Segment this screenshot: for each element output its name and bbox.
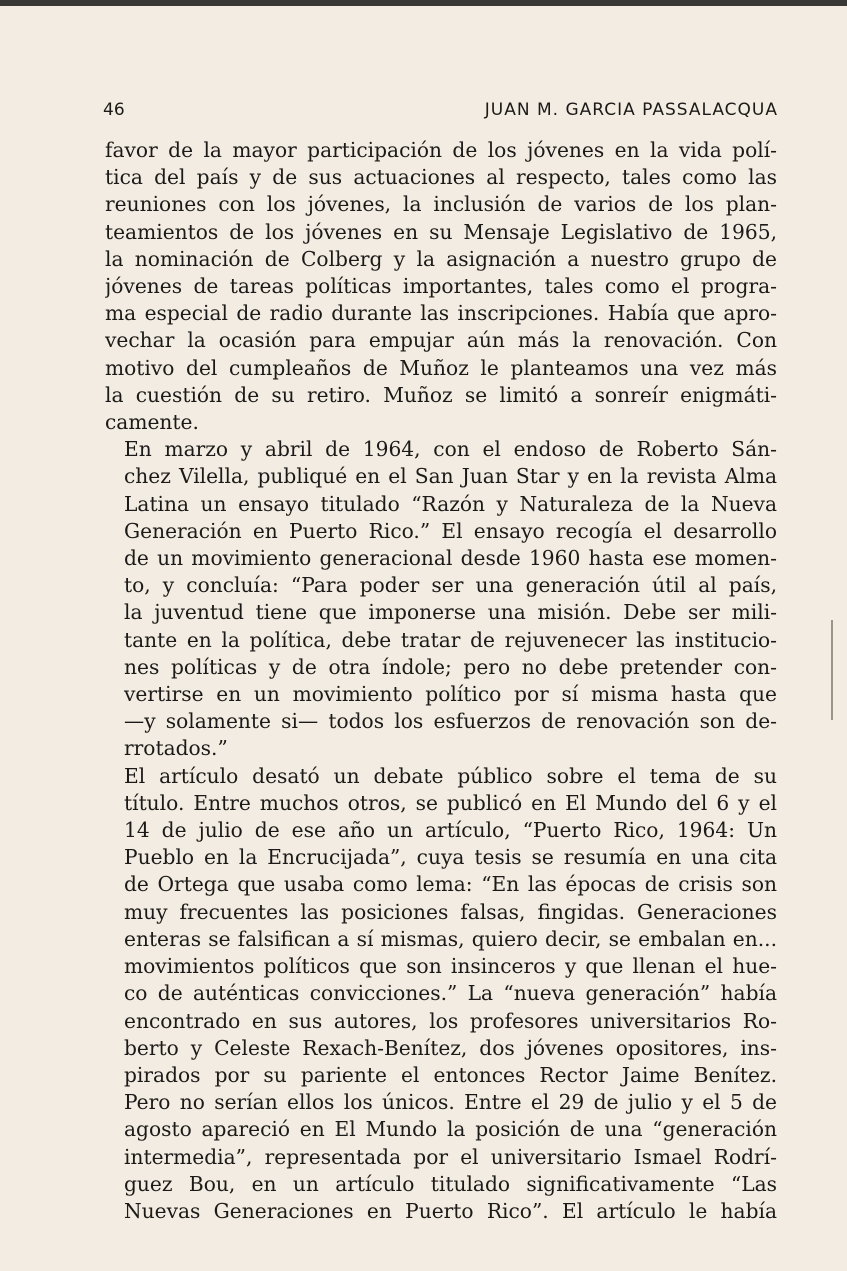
text-line: co de auténticas convicciones.” La “nueva generación” había: [124, 981, 777, 1006]
text-line: pirados por su pariente el entonces Rector Jaime Benítez.: [124, 1062, 777, 1087]
body-text: [105, 137, 777, 1225]
page-top-edge: [0, 0, 847, 6]
text-line: favor de la mayor participación de los jóvenes en la vida polí-: [105, 138, 777, 162]
text-line: la juventud tiene que imponerse una misión. Debe ser mili-: [124, 600, 777, 625]
text-line: de un movimiento generacional desde 1960 hasta ese momen-: [124, 546, 777, 571]
text-line: título. Entre muchos otros, se publicó en El Mundo del 6 y el: [124, 790, 777, 815]
text-line: reuniones con los jóvenes, la inclusión de varios de los plan-: [105, 192, 777, 217]
text-line: tante en la política, debe tratar de rejuvenecer las institucio-: [124, 627, 777, 652]
paragraph-1: [105, 137, 777, 436]
text-line: —y solamente si— todos los esfuerzos de renovación son de-: [124, 709, 777, 734]
text-line: ma especial de radio durante las inscripciones. Había que apro-: [105, 301, 777, 326]
text-line: la cuestión de su retiro. Muñoz se limitó a sonreír enigmáti-: [105, 382, 777, 407]
text-line: de Ortega que usaba como lema: “En las épocas de crisis son: [124, 872, 777, 897]
text-line: 14 de julio de ese año un artículo, “Puerto Rico, 1964: Un: [124, 818, 777, 843]
text-line: enteras se falsifican a sí mismas, quiero decir, se embalan en...: [124, 926, 777, 951]
text-line: guez Bou, en un artículo titulado significativamente “Las: [124, 1171, 777, 1196]
text-line: chez Vilella, publiqué en el San Juan Star y en la revista Alma: [124, 464, 777, 489]
text-line: vechar la ocasión para empujar aún más la renovación. Con: [105, 328, 777, 353]
text-line: rrotados.”: [124, 736, 228, 761]
text-line: jóvenes de tareas políticas importantes, tales como el progra-: [105, 274, 777, 299]
text-line: Latina un ensayo titulado “Razón y Naturaleza de la Nueva: [124, 491, 777, 516]
text-line: camente.: [105, 410, 199, 435]
paragraph-3: [105, 763, 777, 1225]
margin-mark: [831, 620, 833, 720]
text-line: El artículo desató un debate público sobre el tema de su: [124, 763, 777, 788]
text-line: intermedia”, representada por el universitario Ismael Rodrí-: [124, 1144, 777, 1169]
text-line: teamientos de los jóvenes en su Mensaje Legislativo de 1965,: [105, 219, 777, 244]
text-line: Pueblo en la Encrucijada”, cuya tesis se resumía en una cita: [124, 845, 777, 870]
text-line: Nuevas Generaciones en Puerto Rico”. El artículo le había: [124, 1198, 777, 1223]
text-line: motivo del cumpleaños de Muñoz le planteamos una vez más: [105, 355, 777, 380]
text-line: vertirse en un movimiento político por sí misma hasta que: [124, 682, 777, 707]
text-line: la nominación de Colberg y la asignación a nuestro grupo de: [105, 246, 777, 271]
text-line: movimientos políticos que son insinceros y que llenan el hue-: [124, 954, 777, 979]
text-line: agosto apareció en El Mundo la posición de una “generación: [124, 1117, 777, 1142]
text-line: Generación en Puerto Rico.” El ensayo recogía el desarrollo: [124, 518, 777, 543]
text-line: En marzo y abril de 1964, con el endoso de Roberto Sán-: [124, 437, 777, 462]
page-header: [103, 100, 778, 126]
text-line: tica del país y de sus actuaciones al respecto, tales como las: [105, 165, 777, 190]
text-line: encontrado en sus autores, los profesores universitarios Ro-: [124, 1008, 777, 1033]
text-line: berto y Celeste Rexach-Benítez, dos jóvenes opositores, ins-: [124, 1035, 777, 1060]
paragraph-2: [105, 436, 777, 762]
text-line: nes políticas y de otra índole; pero no debe pretender con-: [124, 654, 777, 679]
text-line: muy frecuentes las posiciones falsas, fingidas. Generaciones: [124, 899, 777, 924]
text-line: to, y concluía: “Para poder ser una generación útil al país,: [124, 573, 777, 598]
running-head: JUAN M. GARCIA PASSALACQUA: [484, 100, 778, 120]
text-line: Pero no serían ellos los únicos. Entre el 29 de julio y el 5 de: [124, 1090, 777, 1115]
page-number: 46: [103, 100, 125, 120]
